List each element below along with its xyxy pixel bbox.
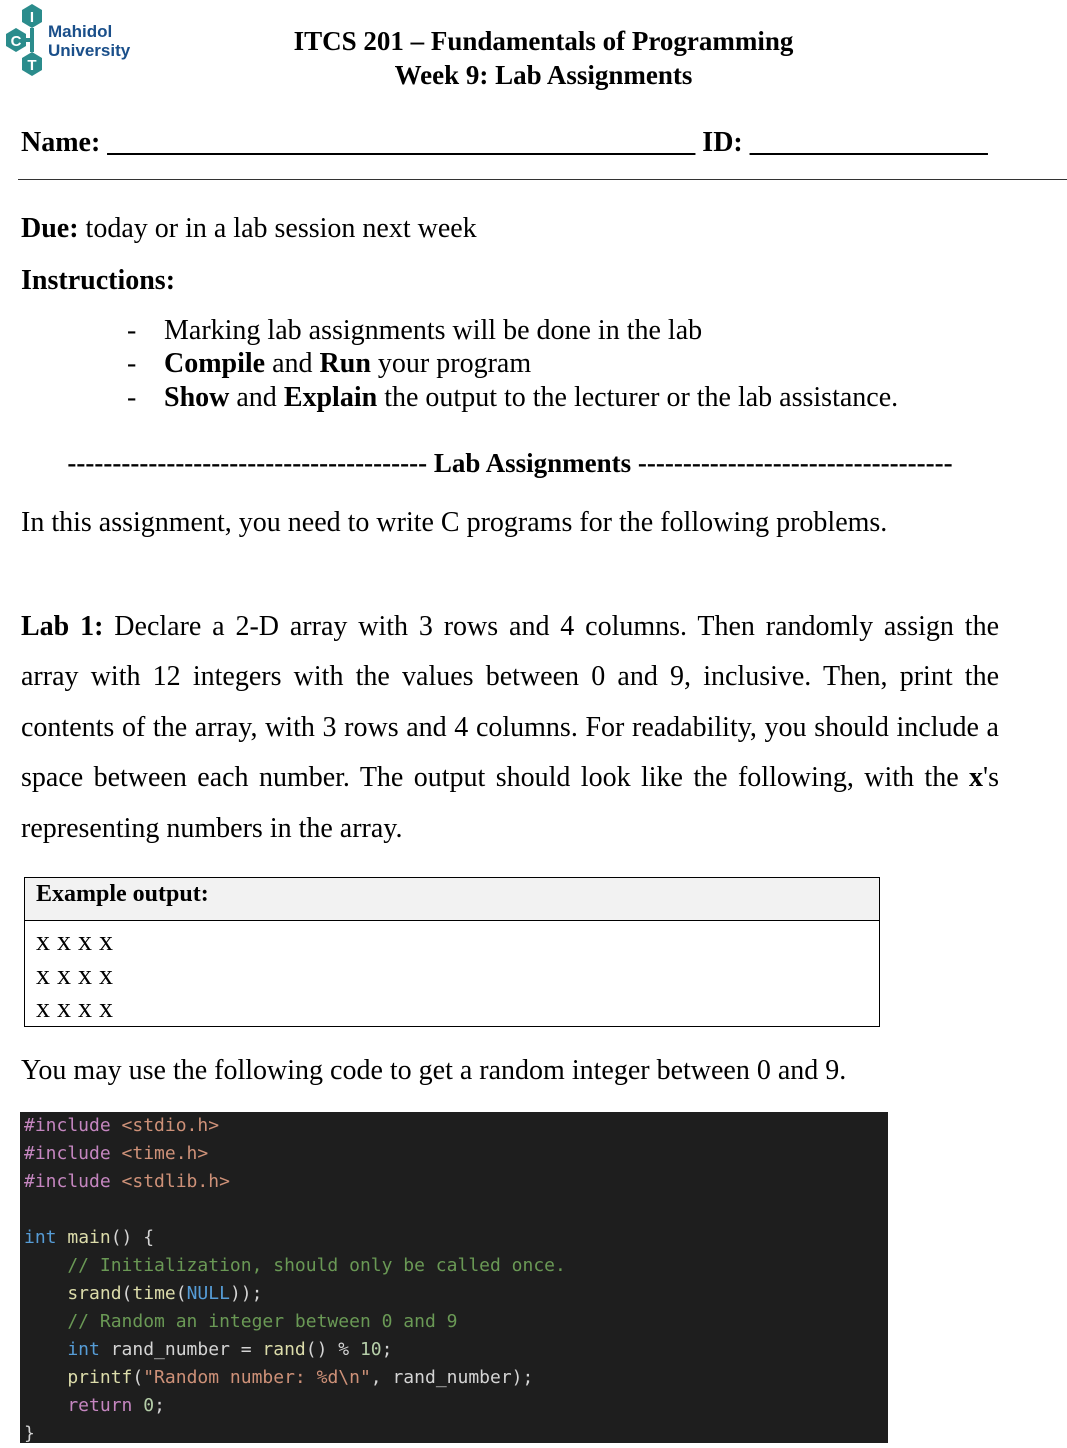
intro-text: In this assignment, you need to write C programs for the following problems. xyxy=(21,507,888,538)
name-label: Name: xyxy=(21,127,101,158)
code-line: // Random an integer between 0 and 9 xyxy=(24,1311,458,1332)
example-row: x x x x xyxy=(36,993,113,1024)
code-line: } xyxy=(24,1423,35,1444)
example-output-body xyxy=(25,921,879,1026)
instruction-item: - Show and Explain the output to the lecturer or the lab assistance. xyxy=(127,382,899,413)
lab1-x: x xyxy=(969,762,984,794)
lab-assignments-divider: ---------------------------------------- Lab Assignments ----------------------------------- xyxy=(67,448,953,478)
week-subtitle: Week 9: Lab Assignments xyxy=(394,60,693,90)
example-output-box xyxy=(24,877,880,1027)
lab1-label: Lab 1: xyxy=(21,611,104,642)
example-row: x x x x xyxy=(36,959,113,991)
due-label: Due: xyxy=(21,213,79,244)
code-line: int rand_number = rand() % 10; xyxy=(24,1339,393,1360)
code-line: int main() { xyxy=(24,1227,155,1248)
due-text: today or in a lab session next week xyxy=(78,213,477,244)
code-line: return 0; xyxy=(24,1395,165,1416)
instructions-label: Instructions: xyxy=(21,265,176,296)
logo-letter-t: T xyxy=(27,57,37,74)
lab1-tail: 's representing numbers in the array. xyxy=(21,762,999,844)
name-blank: __________________________________________ xyxy=(107,127,696,158)
course-title: ITCS 201 – Fundamentals of Programming xyxy=(293,26,794,56)
code-line xyxy=(24,1196,888,1224)
name-id-line xyxy=(21,127,988,159)
id-blank: _________________ xyxy=(749,127,988,158)
header-rule xyxy=(18,179,1067,180)
id-label: ID: xyxy=(702,127,743,158)
code-line: #include <stdio.h> xyxy=(24,1115,220,1136)
code-line: // Initialization, should only be called once. xyxy=(24,1255,566,1276)
instruction-item: - Compile and Run your program xyxy=(127,348,532,379)
instruction-item: - Marking lab assignments will be done in the lab xyxy=(127,315,703,346)
code-line: srand(time(NULL)); xyxy=(24,1283,263,1304)
logo-line-1: Mahidol xyxy=(48,22,113,41)
logo-line-2: University xyxy=(48,41,131,60)
due-line xyxy=(21,213,477,245)
lab1-description xyxy=(21,602,999,854)
example-output-header: Example output: xyxy=(25,878,879,921)
code-block xyxy=(20,1112,888,1443)
code-line: printf("Random number: %d\n", rand_number); xyxy=(24,1367,534,1388)
example-row: x x x x xyxy=(36,926,113,957)
code-line: #include <stdlib.h> xyxy=(24,1171,230,1192)
logo-letter-i: I xyxy=(29,9,35,26)
code-intro-text: You may use the following code to get a random integer between 0 and 9. xyxy=(21,1055,847,1086)
logo-letter-c: C xyxy=(10,33,22,50)
lab1-text: Declare a 2-D array with 3 rows and 4 columns. Then randomly assign the array with 12 integers with the values between 0 and 9, inclusive. Then, print the contents of the array, with 3 rows and 4 columns. For readability, you should include a space between each number. The output should look like the following, with the xyxy=(21,611,999,794)
code-line: #include <time.h> xyxy=(24,1143,209,1164)
